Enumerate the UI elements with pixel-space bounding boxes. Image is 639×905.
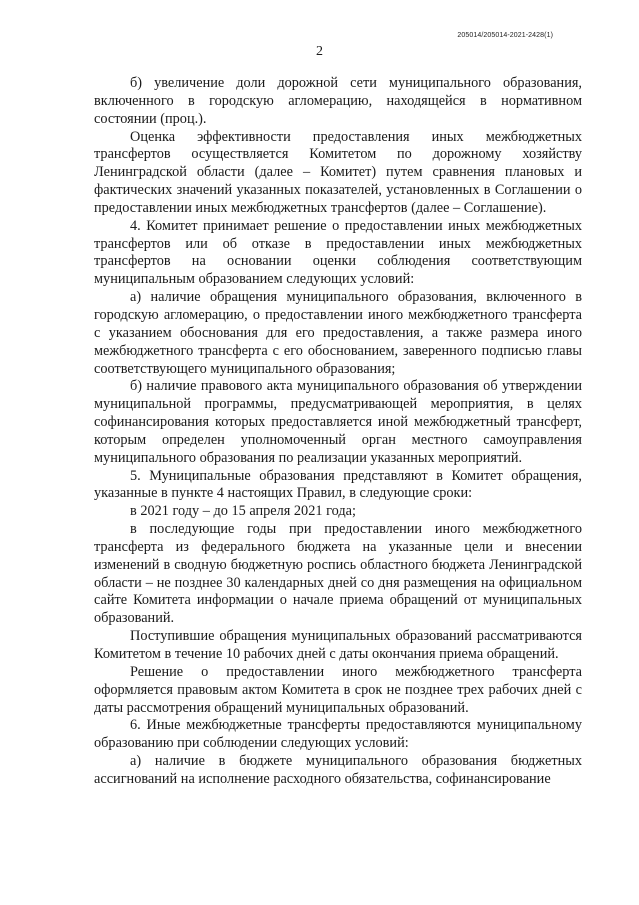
paragraph-9: Поступившие обращения муниципальных образований рассматриваются Комитетом в течение 10 рабочих дней с даты окончания приема обращений. [94,628,582,662]
paragraph-6: 5. Муниципальные образования представляют в Комитет обращения, указанные в пункте 4 настоящих Правил, в следующие сроки: [94,467,582,502]
paragraph-4: а) наличие обращения муниципального образования, включенного в городскую агломерацию, о предоставлении иного межбюджетного трансферта с указанием обоснования для его предоставления, а также размера иного межбюджетного трансферта с его обоснованием, заверенного подписью главы соответствующего муниципального образования; [94,289,582,377]
paragraph-8: в последующие годы при предоставлении иного межбюджетного трансферта из федерального бюджета на указанные цели и внесении изменений в сводную бюджетную роспись областного бюджета Ленинградской области – не позднее 30 календарных дней со дня размещения на официальном сайте Комитета информации о начале приема обращений от муниципальных образований. [94,521,582,627]
paragraph-3: 4. Комитет принимает решение о предоставлении иных межбюджетных трансфертов или об отказе в предоставлении иных межбюджетных трансфертов на основании оценки соблюдения соответствующим муниципальным образованием следующих условий: [94,217,582,288]
paragraph-11: 6. Иные межбюджетные трансферты предоставляются муниципальному образованию при соблюдении следующих условий: [94,717,582,752]
paragraph-5: б) наличие правового акта муниципального образования об утверждении муниципальной программы, предусматривающей мероприятия, в целях софинансирования которых предоставляется иной межбюджетный трансферт, которым определен уполномоченный орган местного самоуправления муниципального образования по реализации указанных мероприятий. [94,378,582,466]
page-number: 2 [316,44,323,59]
document-id: 205014/205014-2021-2428(1) [457,32,553,39]
paragraph-10: Решение о предоставлении иного межбюджетного трансферта оформляется правовым актом Комитета в срок не позднее трех рабочих дней с даты рассмотрения обращений муниципальных образований. [94,663,582,716]
paragraph-1: б) увеличение доли дорожной сети муниципального образования, включенного в городскую агломерацию, находящейся в нормативном состоянии (проц.). [94,75,582,127]
paragraph-2: Оценка эффективности предоставления иных межбюджетных трансфертов осуществляется Комитетом по дорожному хозяйству Ленинградской области (далее – Комитет) путем сравнения плановых и фактических значений указанных показателей, установленных в Соглашении о предоставлении иных межбюджетных трансфертов (далее – Соглашение). [94,128,582,216]
document-body [94,75,582,789]
paragraph-12: а) наличие в бюджете муниципального образования бюджетных ассигнований на исполнение расходного обязательства, софинансирование [94,753,582,787]
paragraph-7: в 2021 году – до 15 апреля 2021 года; [130,503,356,520]
